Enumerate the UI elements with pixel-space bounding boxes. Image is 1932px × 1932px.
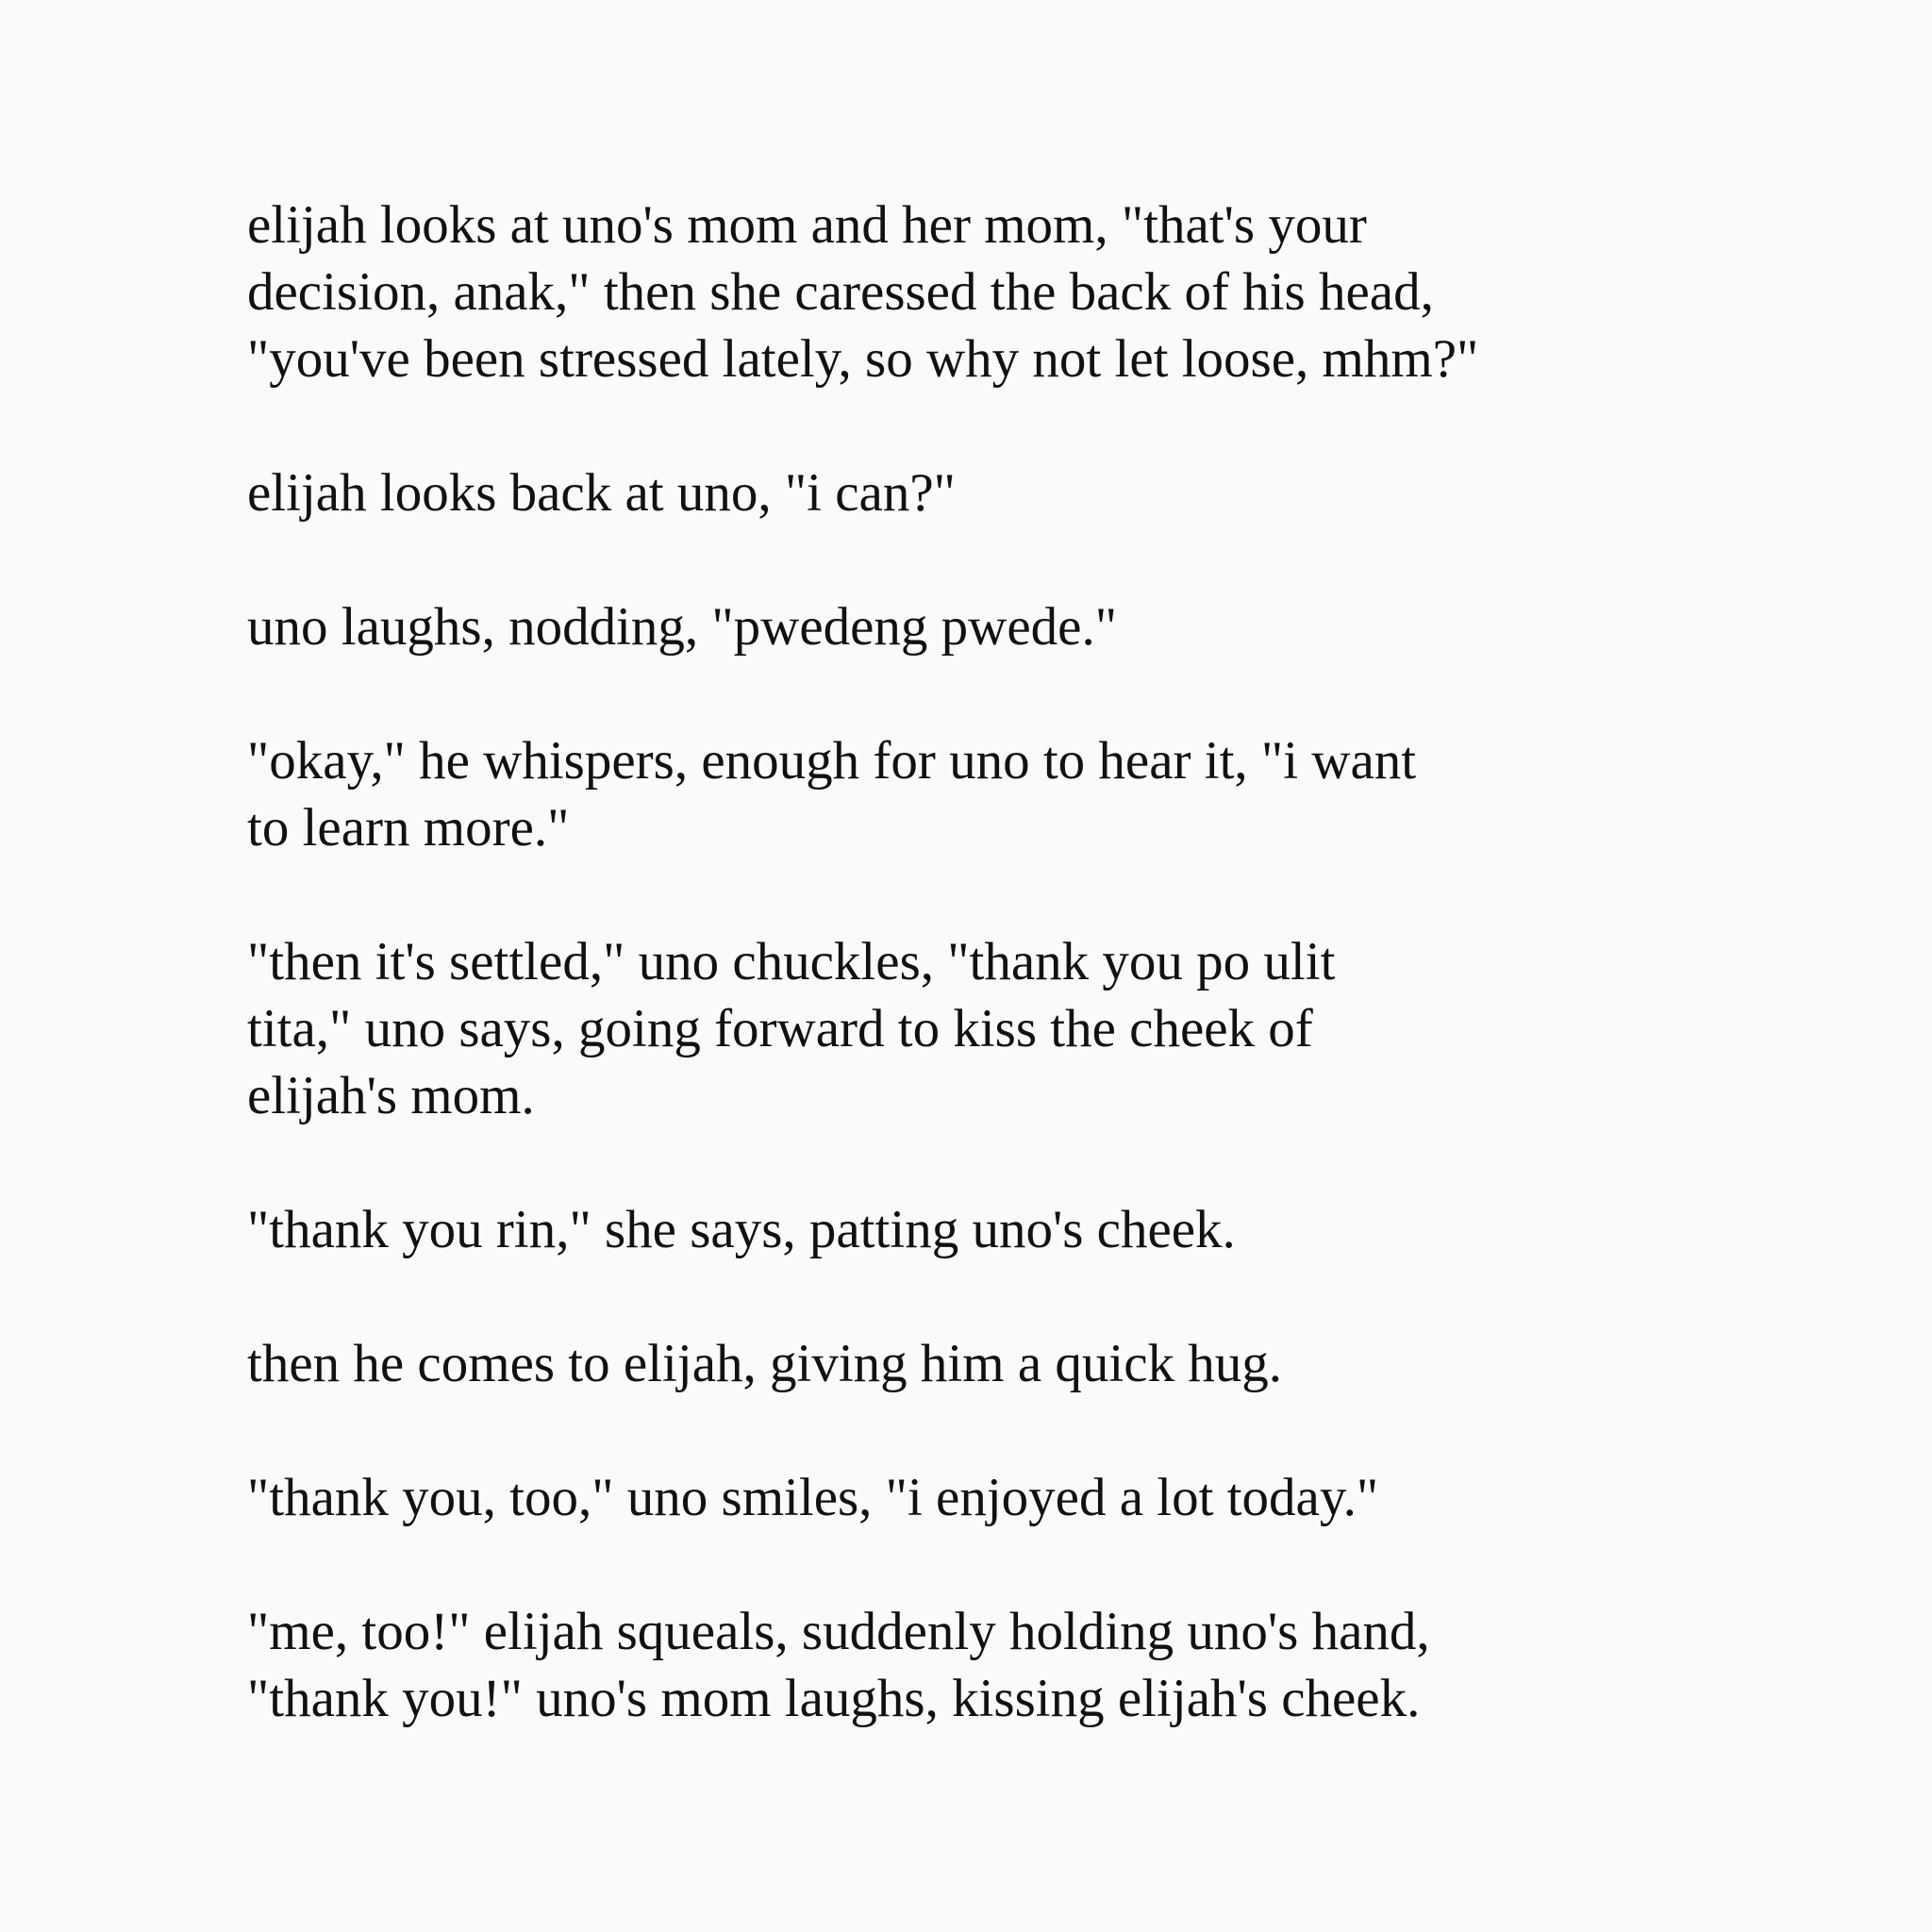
paragraph-1 xyxy=(247,192,1757,392)
paragraph-8 xyxy=(247,1464,1757,1531)
text-line: "thank you!" uno's mom laughs, kissing elijah's cheek. xyxy=(247,1669,1421,1728)
text-line: to learn more." xyxy=(247,798,570,858)
paragraph-3 xyxy=(247,593,1757,660)
text-line: elijah looks back at uno, "i can?" xyxy=(247,463,956,523)
text-line: "you've been stressed lately, so why not let loose, mhm?" xyxy=(247,329,1479,389)
paragraph-9 xyxy=(247,1598,1757,1732)
text-line: uno laughs, nodding, "pwedeng pwede." xyxy=(247,597,1117,657)
paragraph-4 xyxy=(247,727,1757,861)
text-line: "okay," he whispers, enough for uno to hear it, "i want xyxy=(247,731,1417,791)
paragraph-7 xyxy=(247,1330,1757,1397)
text-line: then he comes to elijah, giving him a quick hug. xyxy=(247,1334,1283,1393)
story-text xyxy=(247,192,1757,1732)
text-line: "thank you rin," she says, patting uno's cheek. xyxy=(247,1200,1236,1259)
text-line: elijah looks at uno's mom and her mom, "that's your xyxy=(247,195,1367,255)
paragraph-2 xyxy=(247,459,1757,526)
text-line: "then it's settled," uno chuckles, "thank you po ulit xyxy=(247,932,1336,991)
paragraph-5 xyxy=(247,928,1757,1129)
text-line: tita," uno says, going forward to kiss the cheek of xyxy=(247,999,1313,1058)
text-line: "me, too!" elijah squeals, suddenly holding uno's hand, xyxy=(247,1602,1430,1661)
text-line: "thank you, too," uno smiles, "i enjoyed a lot today." xyxy=(247,1468,1379,1527)
paragraph-6 xyxy=(247,1196,1757,1263)
text-line: elijah's mom. xyxy=(247,1066,535,1125)
text-line: decision, anak," then she caressed the back of his head, xyxy=(247,262,1434,322)
